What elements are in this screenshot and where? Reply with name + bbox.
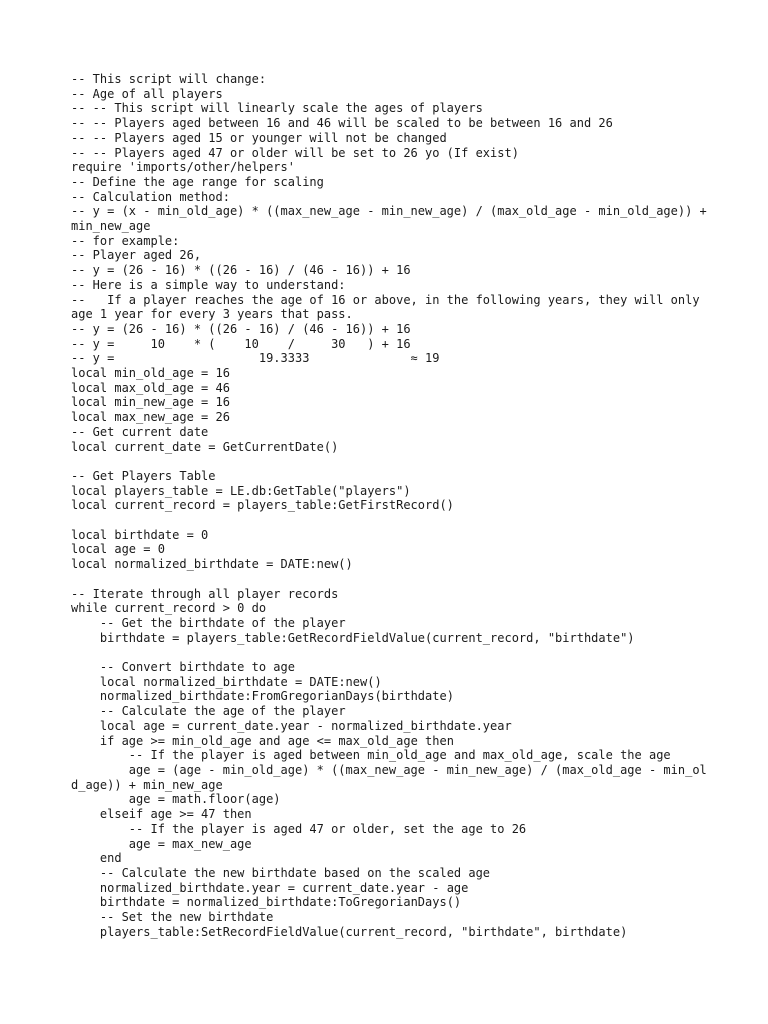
code-line: local min_old_age = 16 — [71, 366, 230, 381]
code-line: local current_date = GetCurrentDate() — [71, 439, 339, 454]
code-line: local normalized_birthdate = DATE:new() — [71, 557, 353, 572]
code-line: while current_record > 0 do — [71, 601, 267, 616]
code-line — [71, 645, 711, 660]
code-line: -- Get current date — [71, 424, 209, 439]
script-code-block — [71, 72, 714, 939]
code-line: age = (age - min_old_age) * ((max_new_age - min_new_age) / (max_old_age - min_old_age)) + min_new_age — [71, 762, 707, 792]
code-line: players_table:SetRecordFieldValue(current_record, "birthdate", birthdate) — [71, 924, 628, 939]
code-line: -- Set the new birthdate — [71, 910, 274, 925]
code-line: local players_table = LE.db:GetTable("players") — [71, 483, 411, 498]
code-line: -- If a player reaches the age of 16 or above, in the following years, they will only age 1 year for every 3 years that pass. — [71, 292, 707, 322]
code-line: -- Get the birthdate of the player — [71, 615, 346, 630]
code-line: -- y = 19.3333 ≈ 19 — [71, 351, 440, 366]
code-line: -- Calculate the age of the player — [71, 704, 346, 719]
code-line: normalized_birthdate:FromGregorianDays(birthdate) — [71, 689, 454, 704]
code-line: -- -- Players aged 15 or younger will not be changed — [71, 130, 447, 145]
code-line: -- for example: — [71, 233, 180, 248]
code-line: normalized_birthdate.year = current_date.year - age — [71, 880, 469, 895]
code-line: birthdate = normalized_birthdate:ToGregorianDays() — [71, 895, 462, 910]
code-line: local birthdate = 0 — [71, 527, 209, 542]
code-line — [71, 454, 711, 469]
code-line: -- y = (x - min_old_age) * ((max_new_age - min_new_age) / (max_old_age - min_old_age)) + min_new_age — [71, 204, 714, 234]
code-line: -- This script will change: — [71, 72, 267, 86]
code-line: -- Age of all players — [71, 86, 223, 101]
code-line: -- y = (26 - 16) * ((26 - 16) / (46 - 16)) + 16 — [71, 263, 411, 278]
code-line: -- y = (26 - 16) * ((26 - 16) / (46 - 16)) + 16 — [71, 321, 411, 336]
code-line: -- -- Players aged between 16 and 46 will be scaled to be between 16 and 26 — [71, 116, 613, 131]
code-line: local age = 0 — [71, 542, 165, 557]
code-line: local min_new_age = 16 — [71, 395, 230, 410]
code-line: -- Iterate through all player records — [71, 586, 339, 601]
code-line: -- If the player is aged between min_old_age and max_old_age, scale the age — [71, 748, 671, 763]
code-line: -- y = 10 * ( 10 / 30 ) + 16 — [71, 336, 411, 351]
code-line: age = math.floor(age) — [71, 792, 281, 807]
code-line: -- Define the age range for scaling — [71, 174, 324, 189]
code-line: -- Player aged 26, — [71, 248, 202, 263]
code-line: elseif age >= 47 then — [71, 807, 252, 822]
code-line: -- Convert birthdate to age — [71, 660, 295, 675]
code-line: require 'imports/other/helpers' — [71, 160, 295, 175]
code-line: if age >= min_old_age and age <= max_old_age then — [71, 733, 454, 748]
code-line: -- Get Players Table — [71, 468, 216, 483]
code-line: -- Here is a simple way to understand: — [71, 277, 346, 292]
code-line — [71, 513, 711, 528]
code-line — [71, 572, 711, 587]
code-line: local age = current_date.year - normalized_birthdate.year — [71, 718, 512, 733]
code-line: -- -- Players aged 47 or older will be set to 26 yo (If exist) — [71, 145, 519, 160]
code-line: -- -- This script will linearly scale the ages of players — [71, 101, 483, 116]
code-line: end — [71, 851, 122, 866]
code-line: local normalized_birthdate = DATE:new() — [71, 674, 382, 689]
code-line: -- Calculate the new birthdate based on the scaled age — [71, 865, 491, 880]
code-line: local max_old_age = 46 — [71, 380, 230, 395]
code-line: birthdate = players_table:GetRecordFieldValue(current_record, "birthdate") — [71, 630, 635, 645]
code-line: -- If the player is aged 47 or older, set the age to 26 — [71, 821, 527, 836]
code-line: age = max_new_age — [71, 836, 252, 851]
code-line: -- Calculation method: — [71, 189, 230, 204]
code-line: local max_new_age = 26 — [71, 410, 230, 425]
code-line: local current_record = players_table:GetFirstRecord() — [71, 498, 454, 513]
